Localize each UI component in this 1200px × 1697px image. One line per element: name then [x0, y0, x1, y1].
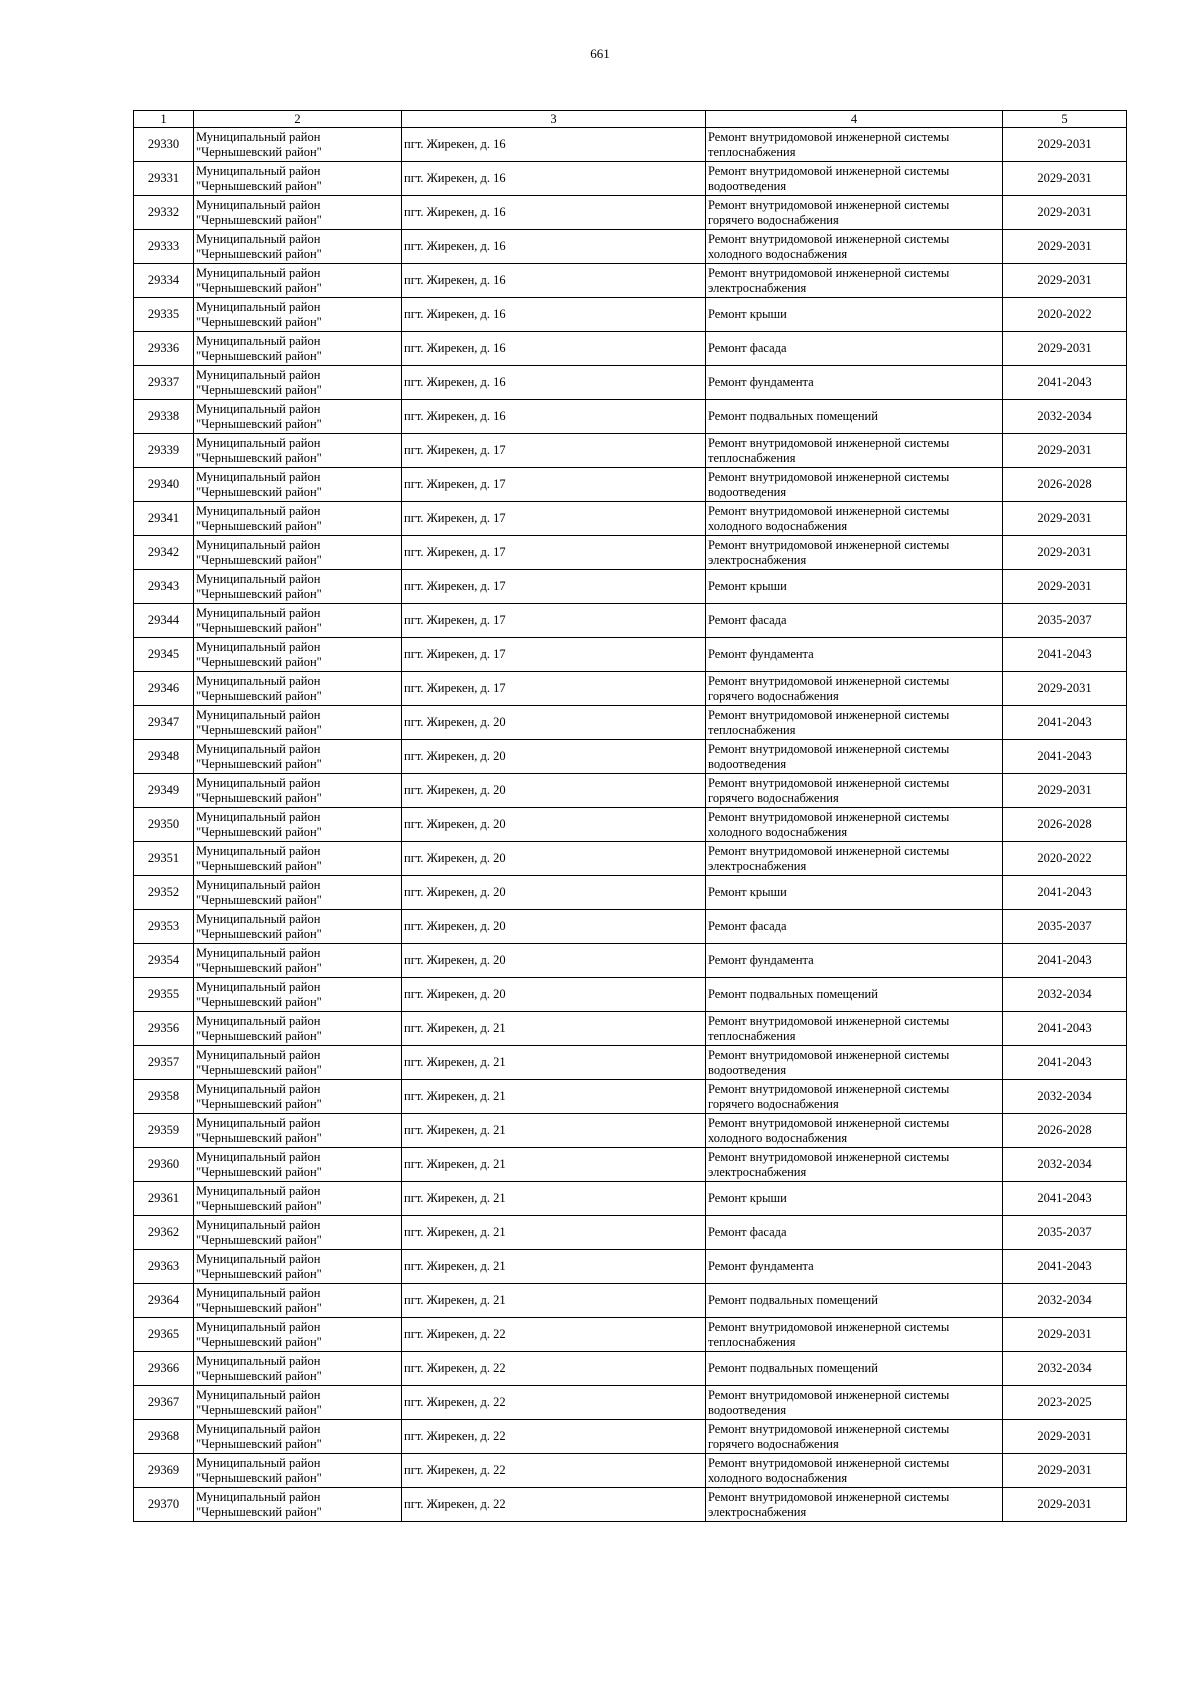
municipality-cell: Муниципальный район "Чернышевский район": [194, 1080, 402, 1114]
work-type-cell: Ремонт фасада: [706, 332, 1003, 366]
work-type-cell: Ремонт внутридомовой инженерной системы электроснабжения: [706, 842, 1003, 876]
municipality-cell: Муниципальный район "Чернышевский район": [194, 876, 402, 910]
period-cell: 2029-2031: [1003, 1318, 1127, 1352]
row-number-cell: 29356: [134, 1012, 194, 1046]
row-number-cell: 29338: [134, 400, 194, 434]
table-row: [134, 1386, 1127, 1420]
municipality-cell: Муниципальный район "Чернышевский район": [194, 332, 402, 366]
table-row: [134, 434, 1127, 468]
row-number-cell: 29335: [134, 298, 194, 332]
period-cell: 2029-2031: [1003, 570, 1127, 604]
column-header-3: 3: [402, 111, 706, 128]
period-cell: 2032-2034: [1003, 1148, 1127, 1182]
period-cell: 2041-2043: [1003, 706, 1127, 740]
row-number-cell: 29348: [134, 740, 194, 774]
work-type-cell: Ремонт внутридомовой инженерной системы горячего водоснабжения: [706, 196, 1003, 230]
table-row: [134, 196, 1127, 230]
work-type-cell: Ремонт внутридомовой инженерной системы горячего водоснабжения: [706, 774, 1003, 808]
address-cell: пгт. Жирекен, д. 20: [402, 706, 706, 740]
period-cell: 2029-2031: [1003, 128, 1127, 162]
page-number: 661: [590, 46, 610, 61]
row-number-cell: 29339: [134, 434, 194, 468]
work-type-cell: Ремонт внутридомовой инженерной системы теплоснабжения: [706, 128, 1003, 162]
row-number-cell: 29370: [134, 1488, 194, 1522]
address-cell: пгт. Жирекен, д. 21: [402, 1250, 706, 1284]
address-cell: пгт. Жирекен, д. 16: [402, 400, 706, 434]
table-row: [134, 706, 1127, 740]
table-row: [134, 1352, 1127, 1386]
municipality-cell: Муниципальный район "Чернышевский район": [194, 264, 402, 298]
municipality-cell: Муниципальный район "Чернышевский район": [194, 1420, 402, 1454]
municipality-cell: Муниципальный район "Чернышевский район": [194, 1352, 402, 1386]
table-row: [134, 1148, 1127, 1182]
municipality-cell: Муниципальный район "Чернышевский район": [194, 400, 402, 434]
address-cell: пгт. Жирекен, д. 22: [402, 1488, 706, 1522]
work-type-cell: Ремонт фундамента: [706, 1250, 1003, 1284]
table-row: [134, 1182, 1127, 1216]
municipality-cell: Муниципальный район "Чернышевский район": [194, 1386, 402, 1420]
row-number-cell: 29349: [134, 774, 194, 808]
municipality-cell: Муниципальный район "Чернышевский район": [194, 1012, 402, 1046]
table-row: [134, 876, 1127, 910]
row-number-cell: 29352: [134, 876, 194, 910]
municipality-cell: Муниципальный район "Чернышевский район": [194, 1216, 402, 1250]
municipality-cell: Муниципальный район "Чернышевский район": [194, 468, 402, 502]
work-type-cell: Ремонт крыши: [706, 570, 1003, 604]
row-number-cell: 29363: [134, 1250, 194, 1284]
period-cell: 2041-2043: [1003, 740, 1127, 774]
address-cell: пгт. Жирекен, д. 16: [402, 128, 706, 162]
period-cell: 2041-2043: [1003, 1250, 1127, 1284]
row-number-cell: 29342: [134, 536, 194, 570]
period-cell: 2029-2031: [1003, 536, 1127, 570]
address-cell: пгт. Жирекен, д. 20: [402, 876, 706, 910]
municipality-cell: Муниципальный район "Чернышевский район": [194, 842, 402, 876]
period-cell: 2029-2031: [1003, 502, 1127, 536]
table-row: [134, 400, 1127, 434]
address-cell: пгт. Жирекен, д. 21: [402, 1114, 706, 1148]
period-cell: 2020-2022: [1003, 298, 1127, 332]
municipality-cell: Муниципальный район "Чернышевский район": [194, 196, 402, 230]
period-cell: 2041-2043: [1003, 1012, 1127, 1046]
municipality-cell: Муниципальный район "Чернышевский район": [194, 604, 402, 638]
repair-schedule-table: [133, 110, 1127, 1522]
work-type-cell: Ремонт подвальных помещений: [706, 978, 1003, 1012]
table-row: [134, 1488, 1127, 1522]
work-type-cell: Ремонт внутридомовой инженерной системы горячего водоснабжения: [706, 1080, 1003, 1114]
table-row: [134, 1420, 1127, 1454]
row-number-cell: 29358: [134, 1080, 194, 1114]
address-cell: пгт. Жирекен, д. 17: [402, 502, 706, 536]
municipality-cell: Муниципальный район "Чернышевский район": [194, 1114, 402, 1148]
table-row: [134, 230, 1127, 264]
period-cell: 2041-2043: [1003, 876, 1127, 910]
period-cell: 2029-2031: [1003, 1420, 1127, 1454]
row-number-cell: 29343: [134, 570, 194, 604]
table-row: [134, 162, 1127, 196]
row-number-cell: 29336: [134, 332, 194, 366]
table-row: [134, 1114, 1127, 1148]
row-number-cell: 29360: [134, 1148, 194, 1182]
municipality-cell: Муниципальный район "Чернышевский район": [194, 672, 402, 706]
table-row: [134, 1454, 1127, 1488]
row-number-cell: 29355: [134, 978, 194, 1012]
period-cell: 2029-2031: [1003, 1488, 1127, 1522]
period-cell: 2020-2022: [1003, 842, 1127, 876]
table-row: [134, 740, 1127, 774]
period-cell: 2041-2043: [1003, 944, 1127, 978]
work-type-cell: Ремонт внутридомовой инженерной системы холодного водоснабжения: [706, 1114, 1003, 1148]
municipality-cell: Муниципальный район "Чернышевский район": [194, 162, 402, 196]
row-number-cell: 29366: [134, 1352, 194, 1386]
row-number-cell: 29345: [134, 638, 194, 672]
address-cell: пгт. Жирекен, д. 17: [402, 604, 706, 638]
period-cell: 2035-2037: [1003, 910, 1127, 944]
table-row: [134, 604, 1127, 638]
address-cell: пгт. Жирекен, д. 16: [402, 366, 706, 400]
period-cell: 2029-2031: [1003, 162, 1127, 196]
period-cell: 2026-2028: [1003, 1114, 1127, 1148]
table-row: [134, 128, 1127, 162]
work-type-cell: Ремонт внутридомовой инженерной системы водоотведения: [706, 1046, 1003, 1080]
period-cell: 2041-2043: [1003, 638, 1127, 672]
table-row: [134, 808, 1127, 842]
period-cell: 2026-2028: [1003, 808, 1127, 842]
row-number-cell: 29334: [134, 264, 194, 298]
row-number-cell: 29333: [134, 230, 194, 264]
address-cell: пгт. Жирекен, д. 17: [402, 570, 706, 604]
address-cell: пгт. Жирекен, д. 21: [402, 1046, 706, 1080]
period-cell: 2041-2043: [1003, 1046, 1127, 1080]
table-row: [134, 536, 1127, 570]
column-header-1: 1: [134, 111, 194, 128]
work-type-cell: Ремонт внутридомовой инженерной системы горячего водоснабжения: [706, 672, 1003, 706]
period-cell: 2032-2034: [1003, 400, 1127, 434]
municipality-cell: Муниципальный район "Чернышевский район": [194, 570, 402, 604]
period-cell: 2041-2043: [1003, 1182, 1127, 1216]
table-row: [134, 638, 1127, 672]
period-cell: 2023-2025: [1003, 1386, 1127, 1420]
work-type-cell: Ремонт внутридомовой инженерной системы холодного водоснабжения: [706, 1454, 1003, 1488]
municipality-cell: Муниципальный район "Чернышевский район": [194, 1488, 402, 1522]
work-type-cell: Ремонт внутридомовой инженерной системы электроснабжения: [706, 536, 1003, 570]
work-type-cell: Ремонт внутридомовой инженерной системы водоотведения: [706, 740, 1003, 774]
work-type-cell: Ремонт внутридомовой инженерной системы водоотведения: [706, 162, 1003, 196]
work-type-cell: Ремонт внутридомовой инженерной системы теплоснабжения: [706, 1318, 1003, 1352]
municipality-cell: Муниципальный район "Чернышевский район": [194, 774, 402, 808]
work-type-cell: Ремонт фасада: [706, 604, 1003, 638]
period-cell: 2029-2031: [1003, 230, 1127, 264]
address-cell: пгт. Жирекен, д. 21: [402, 1216, 706, 1250]
row-number-cell: 29330: [134, 128, 194, 162]
work-type-cell: Ремонт фасада: [706, 1216, 1003, 1250]
table-row: [134, 1080, 1127, 1114]
address-cell: пгт. Жирекен, д. 22: [402, 1420, 706, 1454]
row-number-cell: 29362: [134, 1216, 194, 1250]
row-number-cell: 29361: [134, 1182, 194, 1216]
address-cell: пгт. Жирекен, д. 21: [402, 1148, 706, 1182]
table-row: [134, 1250, 1127, 1284]
address-cell: пгт. Жирекен, д. 17: [402, 638, 706, 672]
work-type-cell: Ремонт внутридомовой инженерной системы теплоснабжения: [706, 706, 1003, 740]
work-type-cell: Ремонт фундамента: [706, 944, 1003, 978]
work-type-cell: Ремонт внутридомовой инженерной системы холодного водоснабжения: [706, 808, 1003, 842]
period-cell: 2026-2028: [1003, 468, 1127, 502]
period-cell: 2035-2037: [1003, 1216, 1127, 1250]
municipality-cell: Муниципальный район "Чернышевский район": [194, 978, 402, 1012]
period-cell: 2029-2031: [1003, 774, 1127, 808]
period-cell: 2029-2031: [1003, 332, 1127, 366]
municipality-cell: Муниципальный район "Чернышевский район": [194, 1250, 402, 1284]
row-number-cell: 29341: [134, 502, 194, 536]
work-type-cell: Ремонт подвальных помещений: [706, 1284, 1003, 1318]
work-type-cell: Ремонт фундамента: [706, 638, 1003, 672]
work-type-cell: Ремонт внутридомовой инженерной системы холодного водоснабжения: [706, 502, 1003, 536]
work-type-cell: Ремонт крыши: [706, 1182, 1003, 1216]
row-number-cell: 29368: [134, 1420, 194, 1454]
table-row: [134, 298, 1127, 332]
table-row: [134, 366, 1127, 400]
row-number-cell: 29365: [134, 1318, 194, 1352]
period-cell: 2029-2031: [1003, 196, 1127, 230]
row-number-cell: 29340: [134, 468, 194, 502]
table-row: [134, 570, 1127, 604]
address-cell: пгт. Жирекен, д. 17: [402, 468, 706, 502]
row-number-cell: 29364: [134, 1284, 194, 1318]
period-cell: 2029-2031: [1003, 434, 1127, 468]
work-type-cell: Ремонт внутридомовой инженерной системы теплоснабжения: [706, 434, 1003, 468]
period-cell: 2032-2034: [1003, 978, 1127, 1012]
municipality-cell: Муниципальный район "Чернышевский район": [194, 536, 402, 570]
row-number-cell: 29359: [134, 1114, 194, 1148]
work-type-cell: Ремонт крыши: [706, 298, 1003, 332]
column-header-4: 4: [706, 111, 1003, 128]
row-number-cell: 29346: [134, 672, 194, 706]
period-cell: 2032-2034: [1003, 1352, 1127, 1386]
work-type-cell: Ремонт внутридомовой инженерной системы электроснабжения: [706, 264, 1003, 298]
table-row: [134, 672, 1127, 706]
address-cell: пгт. Жирекен, д. 21: [402, 1182, 706, 1216]
period-cell: 2029-2031: [1003, 672, 1127, 706]
work-type-cell: Ремонт внутридомовой инженерной системы горячего водоснабжения: [706, 1420, 1003, 1454]
table-row: [134, 774, 1127, 808]
column-header-2: 2: [194, 111, 402, 128]
address-cell: пгт. Жирекен, д. 17: [402, 672, 706, 706]
row-number-cell: 29353: [134, 910, 194, 944]
municipality-cell: Муниципальный район "Чернышевский район": [194, 740, 402, 774]
address-cell: пгт. Жирекен, д. 16: [402, 162, 706, 196]
municipality-cell: Муниципальный район "Чернышевский район": [194, 910, 402, 944]
table-row: [134, 1318, 1127, 1352]
address-cell: пгт. Жирекен, д. 17: [402, 434, 706, 468]
work-type-cell: Ремонт крыши: [706, 876, 1003, 910]
address-cell: пгт. Жирекен, д. 21: [402, 1284, 706, 1318]
row-number-cell: 29354: [134, 944, 194, 978]
table-row: [134, 1216, 1127, 1250]
period-cell: 2041-2043: [1003, 366, 1127, 400]
address-cell: пгт. Жирекен, д. 16: [402, 196, 706, 230]
address-cell: пгт. Жирекен, д. 20: [402, 842, 706, 876]
table-row: [134, 842, 1127, 876]
row-number-cell: 29357: [134, 1046, 194, 1080]
address-cell: пгт. Жирекен, д. 16: [402, 264, 706, 298]
municipality-cell: Муниципальный район "Чернышевский район": [194, 1454, 402, 1488]
municipality-cell: Муниципальный район "Чернышевский район": [194, 434, 402, 468]
municipality-cell: Муниципальный район "Чернышевский район": [194, 808, 402, 842]
work-type-cell: Ремонт внутридомовой инженерной системы теплоснабжения: [706, 1012, 1003, 1046]
municipality-cell: Муниципальный район "Чернышевский район": [194, 230, 402, 264]
address-cell: пгт. Жирекен, д. 16: [402, 298, 706, 332]
address-cell: пгт. Жирекен, д. 21: [402, 1080, 706, 1114]
table-row: [134, 468, 1127, 502]
municipality-cell: Муниципальный район "Чернышевский район": [194, 1182, 402, 1216]
address-cell: пгт. Жирекен, д. 22: [402, 1318, 706, 1352]
row-number-cell: 29350: [134, 808, 194, 842]
row-number-cell: 29367: [134, 1386, 194, 1420]
table-row: [134, 502, 1127, 536]
work-type-cell: Ремонт внутридомовой инженерной системы водоотведения: [706, 1386, 1003, 1420]
table-row: [134, 1012, 1127, 1046]
address-cell: пгт. Жирекен, д. 22: [402, 1386, 706, 1420]
table-body: [134, 128, 1127, 1522]
address-cell: пгт. Жирекен, д. 22: [402, 1454, 706, 1488]
address-cell: пгт. Жирекен, д. 20: [402, 808, 706, 842]
table-row: [134, 332, 1127, 366]
table-row: [134, 1284, 1127, 1318]
municipality-cell: Муниципальный район "Чернышевский район": [194, 1046, 402, 1080]
period-cell: 2032-2034: [1003, 1080, 1127, 1114]
period-cell: 2032-2034: [1003, 1284, 1127, 1318]
period-cell: 2035-2037: [1003, 604, 1127, 638]
work-type-cell: Ремонт внутридомовой инженерной системы электроснабжения: [706, 1148, 1003, 1182]
municipality-cell: Муниципальный район "Чернышевский район": [194, 1318, 402, 1352]
address-cell: пгт. Жирекен, д. 16: [402, 332, 706, 366]
address-cell: пгт. Жирекен, д. 20: [402, 978, 706, 1012]
municipality-cell: Муниципальный район "Чернышевский район": [194, 128, 402, 162]
municipality-cell: Муниципальный район "Чернышевский район": [194, 366, 402, 400]
address-cell: пгт. Жирекен, д. 20: [402, 740, 706, 774]
work-type-cell: Ремонт внутридомовой инженерной системы электроснабжения: [706, 1488, 1003, 1522]
work-type-cell: Ремонт внутридомовой инженерной системы водоотведения: [706, 468, 1003, 502]
municipality-cell: Муниципальный район "Чернышевский район": [194, 502, 402, 536]
column-header-5: 5: [1003, 111, 1127, 128]
work-type-cell: Ремонт фундамента: [706, 366, 1003, 400]
period-cell: 2029-2031: [1003, 264, 1127, 298]
table-row: [134, 264, 1127, 298]
row-number-cell: 29331: [134, 162, 194, 196]
work-type-cell: Ремонт фасада: [706, 910, 1003, 944]
table-row: [134, 1046, 1127, 1080]
period-cell: 2029-2031: [1003, 1454, 1127, 1488]
address-cell: пгт. Жирекен, д. 20: [402, 774, 706, 808]
row-number-cell: 29332: [134, 196, 194, 230]
address-cell: пгт. Жирекен, д. 20: [402, 910, 706, 944]
work-type-cell: Ремонт подвальных помещений: [706, 400, 1003, 434]
table-row: [134, 910, 1127, 944]
work-type-cell: Ремонт подвальных помещений: [706, 1352, 1003, 1386]
address-cell: пгт. Жирекен, д. 16: [402, 230, 706, 264]
municipality-cell: Муниципальный район "Чернышевский район": [194, 298, 402, 332]
table-row: [134, 978, 1127, 1012]
municipality-cell: Муниципальный район "Чернышевский район": [194, 1284, 402, 1318]
row-number-cell: 29351: [134, 842, 194, 876]
municipality-cell: Муниципальный район "Чернышевский район": [194, 1148, 402, 1182]
row-number-cell: 29344: [134, 604, 194, 638]
address-cell: пгт. Жирекен, д. 20: [402, 944, 706, 978]
municipality-cell: Муниципальный район "Чернышевский район": [194, 638, 402, 672]
table-header: [134, 111, 1127, 128]
address-cell: пгт. Жирекен, д. 17: [402, 536, 706, 570]
municipality-cell: Муниципальный район "Чернышевский район": [194, 944, 402, 978]
address-cell: пгт. Жирекен, д. 22: [402, 1352, 706, 1386]
header-row: [134, 111, 1127, 128]
row-number-cell: 29347: [134, 706, 194, 740]
row-number-cell: 29369: [134, 1454, 194, 1488]
row-number-cell: 29337: [134, 366, 194, 400]
work-type-cell: Ремонт внутридомовой инженерной системы холодного водоснабжения: [706, 230, 1003, 264]
municipality-cell: Муниципальный район "Чернышевский район": [194, 706, 402, 740]
table-row: [134, 944, 1127, 978]
address-cell: пгт. Жирекен, д. 21: [402, 1012, 706, 1046]
